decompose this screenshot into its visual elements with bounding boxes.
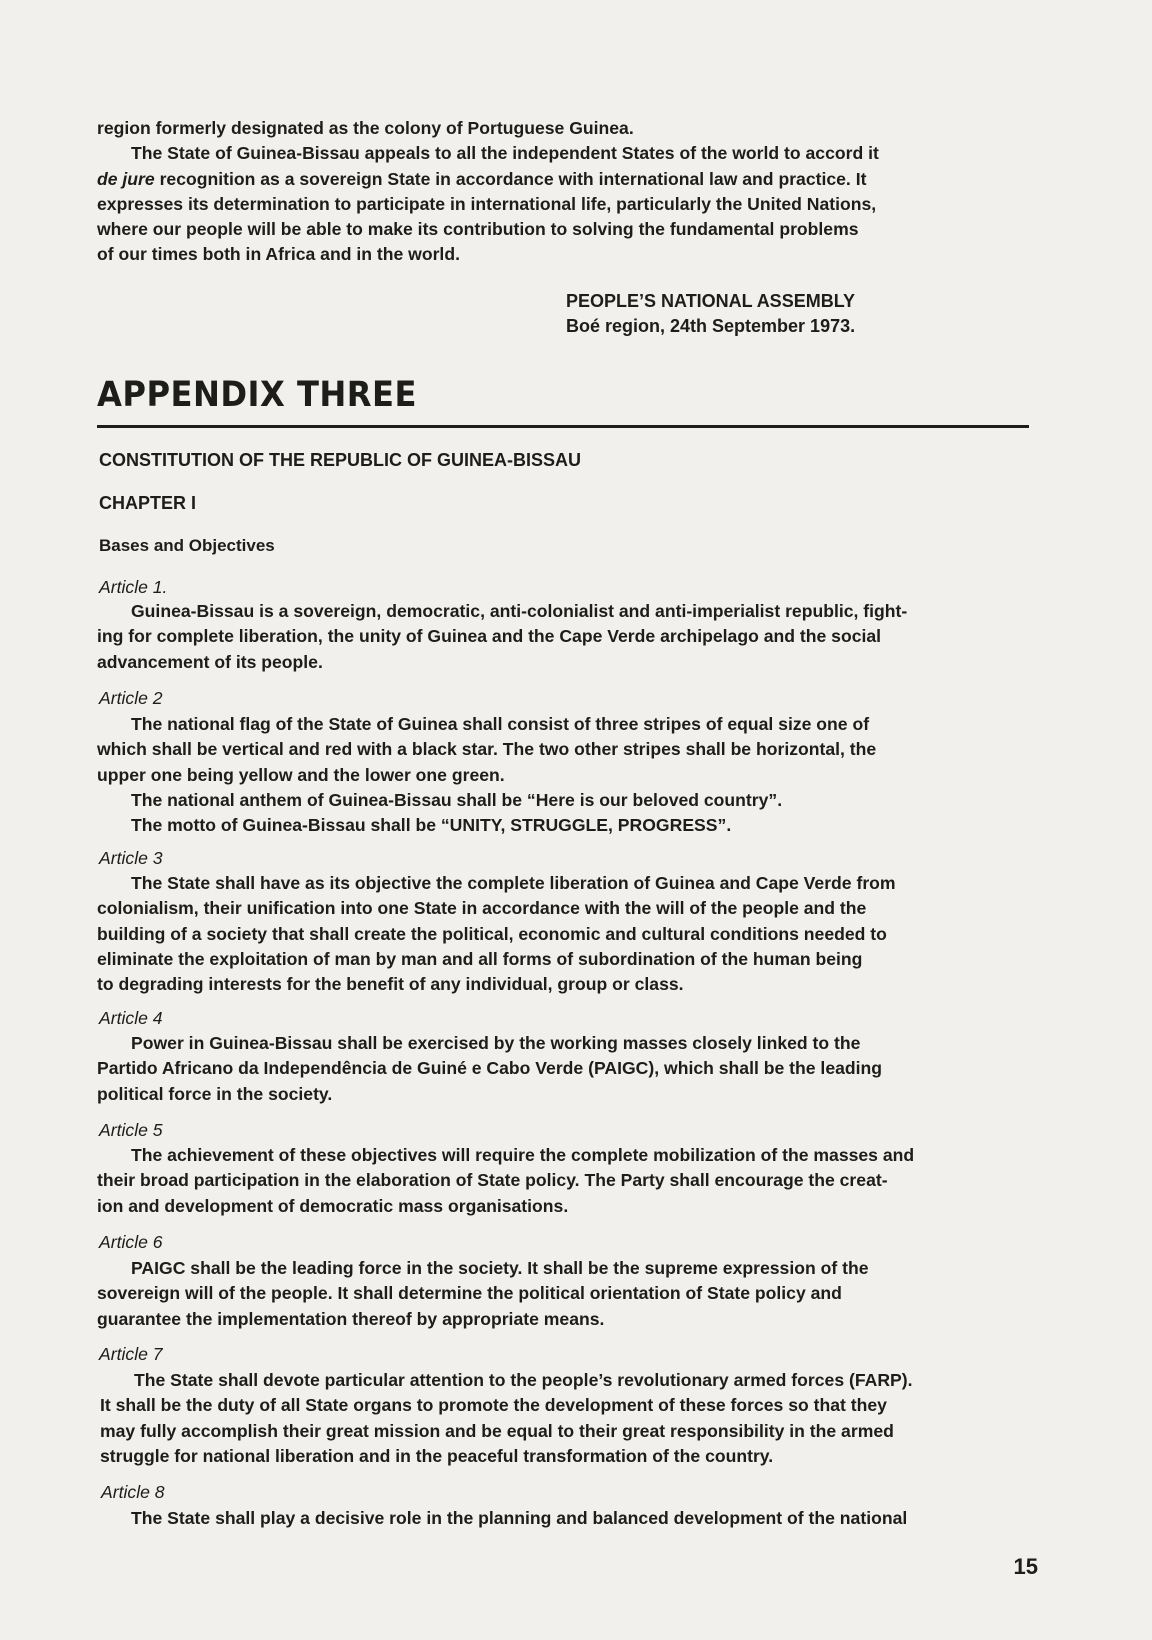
article-line: ion and development of democratic mass organisations. (97, 1195, 569, 1216)
italic-phrase: de jure (97, 168, 155, 189)
article-line: The State shall play a decisive role in the planning and balanced development of the national (131, 1508, 908, 1528)
article-line: The national flag of the State of Guinea shall consist of three stripes of equal size one of (131, 714, 870, 734)
article-line: may fully accomplish their great mission and be equal to their great responsibility in the armed (100, 1420, 894, 1441)
article-title: Article 1. (99, 577, 168, 597)
signature-assembly: PEOPLE’S NATIONAL ASSEMBLY (566, 291, 856, 311)
article-title: Article 2 (99, 688, 163, 708)
article-line: advancement of its people. (97, 651, 323, 672)
article-body (97, 599, 1057, 675)
article-line: political force in the society. (97, 1083, 333, 1104)
intro-line: expresses its determination to participate in international life, particularly the United Nations, (97, 193, 877, 214)
article-line: ing for complete liberation, the unity of Guinea and the Cape Verde archipelago and the social (97, 626, 882, 647)
article-title: Article 3 (99, 848, 163, 868)
article-line: guarantee the implementation thereof by appropriate means. (97, 1308, 605, 1329)
appendix-title: APPENDIX THREE (97, 375, 417, 415)
article-title: Article 6 (99, 1232, 163, 1252)
title-rule (97, 425, 1029, 428)
article-title: Article 5 (99, 1120, 163, 1140)
intro-line: de jure recognition as a sovereign State in accordance with international law and practice. It (97, 168, 867, 189)
article-body (97, 871, 1057, 997)
article-line: The achievement of these objectives will require the complete mobilization of the masses and (131, 1145, 915, 1165)
article-title: Article 7 (99, 1344, 163, 1364)
page-number: 15 (1013, 1554, 1038, 1579)
section-heading: Bases and Objectives (99, 536, 275, 555)
article-body (100, 1368, 1060, 1469)
article-line: The State shall have as its objective the complete liberation of Guinea and Cape Verde from (131, 873, 896, 893)
article-line: The motto of Guinea-Bissau shall be “UNITY, STRUGGLE, PROGRESS”. (131, 815, 732, 836)
article-line: struggle for national liberation and in the peaceful transformation of the country. (100, 1445, 774, 1466)
article-body (97, 712, 1057, 838)
intro-line: where our people will be able to make its contribution to solving the fundamental problems (97, 219, 859, 240)
article-line: Power in Guinea-Bissau shall be exercised by the working masses closely linked to the (131, 1033, 861, 1053)
intro-line: The State of Guinea-Bissau appeals to all the independent States of the world to accord it (131, 143, 879, 164)
article-line: Partido Africano da Independência de Guiné e Cabo Verde (PAIGC), which shall be the leading (97, 1058, 883, 1079)
article-line: building of a society that shall create the political, economic and cultural conditions needed to (97, 923, 887, 944)
article-line: sovereign will of the people. It shall determine the political orientation of State policy and (97, 1283, 842, 1304)
constitution-title: CONSTITUTION OF THE REPUBLIC OF GUINEA-BISSAU (99, 450, 582, 470)
intro-line: region formerly designated as the colony of Portuguese Guinea. (97, 118, 634, 138)
article-line: eliminate the exploitation of man by man and all forms of subordination of the human being (97, 948, 863, 969)
article-line: their broad participation in the elaboration of State policy. The Party shall encourage the creat- (97, 1170, 888, 1191)
article-line: upper one being yellow and the lower one green. (97, 764, 505, 785)
article-line: The national anthem of Guinea-Bissau shall be “Here is our beloved country”. (131, 789, 783, 810)
intro-paragraph (97, 116, 1057, 268)
article-body (97, 1256, 1057, 1332)
article-line: Guinea-Bissau is a sovereign, democratic, anti-colonialist and anti-imperialist republic, fight- (131, 601, 908, 621)
article-title: Article 8 (101, 1482, 165, 1502)
article-body (97, 1143, 1057, 1219)
article-body (97, 1506, 1057, 1531)
article-title: Article 4 (99, 1008, 163, 1028)
article-line: PAIGC shall be the leading force in the society. It shall be the supreme expression of the (131, 1258, 869, 1278)
article-line: which shall be vertical and red with a black star. The two other stripes shall be horizontal, the (97, 739, 877, 760)
article-line: It shall be the duty of all State organs to promote the development of these forces so that they (100, 1395, 887, 1416)
intro-line: of our times both in Africa and in the world. (97, 244, 460, 265)
article-line: The State shall devote particular attention to the people’s revolutionary armed forces (FARP). (134, 1370, 913, 1390)
article-line: colonialism, their unification into one State in accordance with the will of the people and the (97, 898, 867, 919)
article-line: to degrading interests for the benefit of any individual, group or class. (97, 974, 684, 995)
signature-date: Boé region, 24th September 1973. (566, 316, 856, 336)
article-body (97, 1031, 1057, 1107)
chapter-heading: CHAPTER I (99, 493, 197, 513)
